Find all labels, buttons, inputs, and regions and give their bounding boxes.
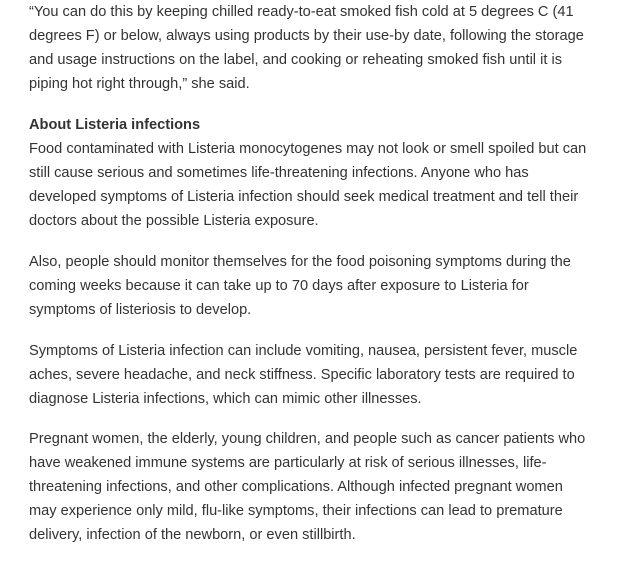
section-heading: About Listeria infections	[29, 117, 201, 133]
article-paragraph: Food contaminated with Listeria monocytogenes may not look or smell spoiled but can still cause serious and sometimes life-threatening infections. Anyone who has developed symptoms of Listeria infection should seek medical treatment and tell their doctors about the possible Listeria exposure.	[29, 141, 587, 229]
article-paragraph: Symptoms of Listeria infection can include vomiting, nausea, persistent fever, muscle aches, severe headache, and neck stiffness. Specific laboratory tests are required to diagnose Listeria infections, which can mimic other illnesses.	[29, 343, 578, 407]
quote-paragraph: “You can do this by keeping chilled ready-to-eat smoked fish cold at 5 degrees C (41 degrees F) or below, always using products by their use-by date, following the storage and usage instructions on the label, and cooking or reheating smoked fish until it is piping hot right through,” she said.	[29, 4, 584, 92]
article-paragraph: Pregnant women, the elderly, young children, and people such as cancer patients who have weakened immune systems are particularly at risk of serious illnesses, life-threatening infections, and other complications. Although infected pregnant women may experience only mild, flu-like symptoms, their infections can lead to premature delivery, infection of the newborn, or even stillbirth.	[29, 431, 586, 543]
article-paragraph: Also, people should monitor themselves for the food poisoning symptoms during the coming weeks because it can take up to 70 days after exposure to Listeria for symptoms of listeriosis to develop.	[29, 254, 571, 318]
